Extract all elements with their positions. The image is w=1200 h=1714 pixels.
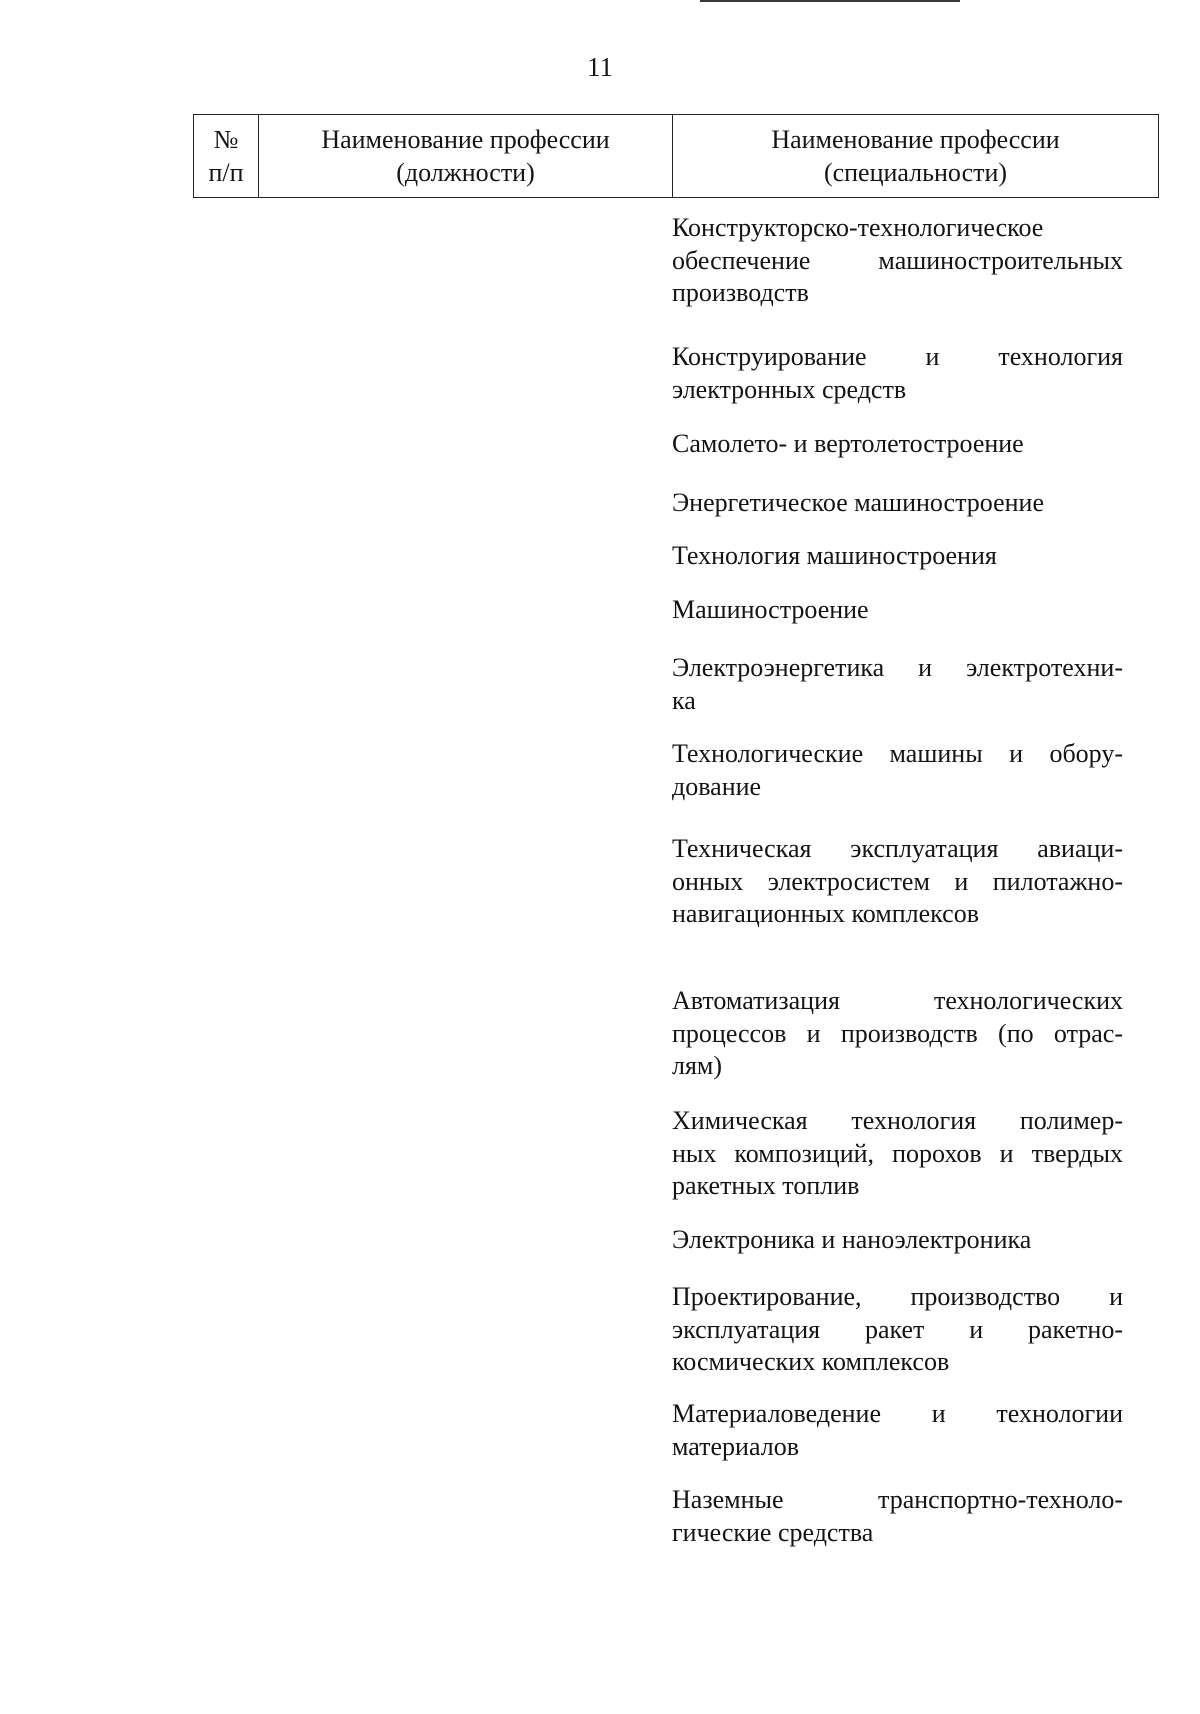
specialty-line: Электроэнергетика и электротехни-: [672, 653, 1123, 682]
specialty-item: [672, 652, 1123, 717]
specialty-line: электронных средств: [672, 374, 907, 404]
specialty-line: гические средства: [672, 1517, 874, 1547]
specialty-item: [672, 428, 1123, 461]
header-specialty: [673, 115, 1159, 198]
specialty-item: [672, 833, 1123, 931]
header-position: [259, 115, 673, 198]
specialty-line: дование: [672, 771, 762, 801]
specialty-item: [672, 594, 1123, 627]
specialty-line: ных композиций, порохов и твердых: [672, 1138, 1123, 1168]
specialty-line: Энергетическое машиностроение: [672, 488, 1044, 517]
header-position-line-1: Наименование профессии: [321, 125, 610, 154]
header-specialty-line-2: (специальности): [823, 158, 1008, 187]
header-num-line-1: №: [213, 125, 239, 154]
specialty-line: ка: [672, 685, 696, 715]
header-table: [193, 114, 1159, 198]
specialty-item: [672, 1484, 1123, 1549]
specialty-line: Проектирование, производство и: [672, 1282, 1123, 1311]
specialty-item: [672, 1105, 1123, 1203]
specialty-line: эксплуатация ракет и ракетно-: [672, 1314, 1123, 1344]
specialty-line: Электроника и наноэлектроника: [672, 1225, 1032, 1254]
specialty-line: Машиностроение: [672, 595, 869, 624]
specialty-item: [672, 341, 1123, 406]
specialty-line: Наземные транспортно-техноло-: [672, 1485, 1123, 1514]
specialty-line: лям): [672, 1051, 723, 1080]
header-specialty-line-1: Наименование профессии: [771, 125, 1060, 154]
header-position-line-2: (должности): [396, 158, 535, 187]
specialty-line: Технологические машины и обору-: [672, 739, 1123, 768]
specialty-line: Конструирование и технология: [672, 342, 1123, 371]
specialty-line: Автоматизация технологических: [672, 986, 1123, 1015]
specialty-line: производств: [672, 278, 809, 307]
specialty-line: онных электросистем и пилотажно-: [672, 866, 1123, 896]
specialty-line: Технология машиностроения: [672, 541, 997, 570]
specialty-line: материалов: [672, 1431, 799, 1461]
specialty-item: [672, 540, 1123, 573]
header-row: [194, 115, 1159, 198]
specialty-line: Самолето- и вертолетостроение: [672, 429, 1024, 458]
specialty-line: Химическая технология полимер-: [672, 1106, 1123, 1135]
specialty-line: космических комплексов: [672, 1347, 950, 1376]
specialty-item: [672, 1224, 1123, 1257]
specialty-line: ракетных топлив: [672, 1171, 860, 1200]
specialty-line: Техническая эксплуатация авиаци-: [672, 834, 1123, 863]
specialty-item: [672, 1398, 1123, 1463]
specialty-line: Конструкторско-технологическое: [672, 213, 1044, 242]
specialty-line: процессов и производств (по отрас-: [672, 1018, 1123, 1048]
top-rule: [700, 0, 960, 2]
specialty-item: [672, 985, 1123, 1083]
specialty-line: Материаловедение и технологии: [672, 1399, 1123, 1428]
page-number: 11: [587, 52, 613, 82]
header-num-line-2: п/п: [208, 158, 244, 187]
specialty-item: [672, 738, 1123, 803]
specialty-item: [672, 487, 1123, 520]
specialty-item: [672, 212, 1123, 310]
specialty-line: обеспечение машиностроительных: [672, 245, 1123, 275]
specialty-item: [672, 1281, 1123, 1379]
specialty-line: навигационных комплексов: [672, 899, 979, 928]
header-num: [194, 115, 259, 198]
